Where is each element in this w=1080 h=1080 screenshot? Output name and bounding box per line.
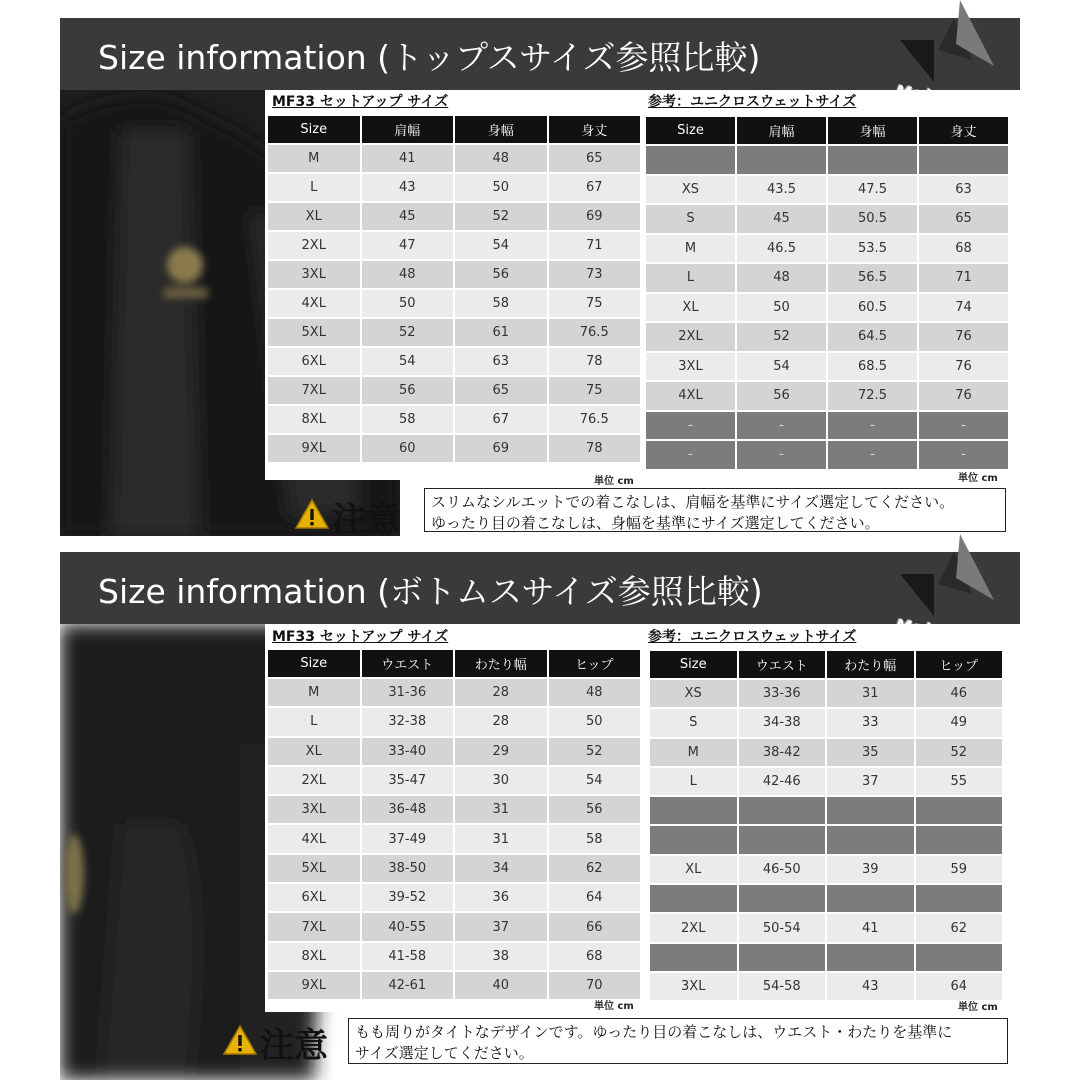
measurement-cell: 31	[455, 796, 547, 823]
size-cell: XL	[268, 738, 360, 765]
measurement-cell	[827, 797, 914, 824]
measurement-cell: 76	[919, 323, 1008, 351]
column-header: 肩幅	[362, 116, 454, 143]
size-cell	[650, 944, 737, 971]
measurement-cell: -	[737, 412, 826, 440]
measurement-cell: 56.5	[828, 264, 917, 292]
notice-heading: 注意	[260, 1026, 328, 1066]
measurement-cell: 35	[827, 739, 914, 766]
bottoms-notice-line-2: サイズ選定してください。	[355, 1044, 534, 1062]
measurement-cell	[739, 944, 826, 971]
size-cell: 7XL	[268, 913, 360, 940]
size-cell: 2XL	[268, 767, 360, 794]
table-row	[646, 294, 1008, 322]
table-row	[650, 914, 1002, 941]
measurement-cell: 50	[737, 294, 826, 322]
table-row	[268, 855, 640, 882]
measurement-cell	[737, 146, 826, 174]
column-header: 身幅	[828, 117, 917, 144]
size-cell: M	[650, 739, 737, 766]
size-cell: 9XL	[268, 435, 360, 462]
size-table-header-row	[268, 650, 640, 677]
table-row	[268, 796, 640, 823]
table-row	[650, 973, 1002, 1000]
measurement-cell: 47	[362, 232, 454, 259]
size-cell: 3XL	[650, 973, 737, 1000]
table-row	[650, 709, 1002, 736]
measurement-cell: 41	[362, 145, 454, 172]
table-row	[268, 261, 640, 288]
tops-mf33-unit: 単位 cm	[594, 476, 634, 487]
measurement-cell: 68	[549, 943, 641, 970]
measurement-cell: 42-61	[362, 972, 454, 999]
tops-title-bar	[60, 18, 1020, 90]
measurement-cell: 67	[455, 406, 547, 433]
measurement-cell: 70	[549, 972, 641, 999]
measurement-cell: 62	[549, 855, 641, 882]
measurement-cell	[916, 826, 1003, 853]
tops-notice-box	[424, 488, 1006, 532]
size-cell: 6XL	[268, 348, 360, 375]
measurement-cell: 34	[455, 855, 547, 882]
measurement-cell: 40-55	[362, 913, 454, 940]
size-cell: XS	[646, 176, 735, 204]
table-row	[650, 885, 1002, 912]
column-header: Size	[646, 117, 735, 144]
measurement-cell: 52	[549, 738, 641, 765]
table-row	[646, 235, 1008, 263]
table-row	[268, 435, 640, 462]
table-row	[646, 176, 1008, 204]
tops-notice-line-1: スリムなシルエットでの着こなしは、肩幅を基準にサイズ選定してください。	[431, 493, 955, 511]
size-cell: 8XL	[268, 943, 360, 970]
measurement-cell	[739, 797, 826, 824]
measurement-cell: 48	[549, 679, 641, 706]
bottoms-mf33-unit: 単位 cm	[594, 1001, 634, 1012]
table-row	[268, 738, 640, 765]
table-row	[268, 348, 640, 375]
measurement-cell: 43.5	[737, 176, 826, 204]
measurement-cell: 41-58	[362, 943, 454, 970]
column-header: 身丈	[549, 116, 641, 143]
table-row	[646, 205, 1008, 233]
size-cell: 4XL	[268, 290, 360, 317]
measurement-cell: 76.5	[549, 406, 641, 433]
size-cell: XS	[650, 680, 737, 707]
tops-size-panel	[60, 18, 1020, 540]
tops-uniqlo-caption: 参考：ユニクロスウェットサイズ	[648, 94, 857, 110]
measurement-cell: 65	[549, 145, 641, 172]
measurement-cell: 39	[827, 856, 914, 883]
measurement-cell: 62	[916, 914, 1003, 941]
size-cell: 4XL	[646, 382, 735, 410]
table-row	[646, 146, 1008, 174]
size-cell: 5XL	[268, 319, 360, 346]
size-cell: XL	[268, 203, 360, 230]
measurement-cell: 29	[455, 738, 547, 765]
measurement-cell: 64	[916, 973, 1003, 1000]
measurement-cell: 43	[827, 973, 914, 1000]
size-cell: 3XL	[268, 796, 360, 823]
measurement-cell: 46-50	[739, 856, 826, 883]
table-row	[646, 412, 1008, 440]
size-cell: 3XL	[646, 353, 735, 381]
size-cell: S	[650, 709, 737, 736]
size-cell: XL	[650, 856, 737, 883]
measurement-cell: 69	[549, 203, 641, 230]
measurement-cell: 50-54	[739, 914, 826, 941]
measurement-cell: 65	[919, 205, 1008, 233]
bottoms-uniqlo-unit: 単位 cm	[958, 1002, 998, 1013]
measurement-cell: -	[737, 441, 826, 469]
measurement-cell: 36	[455, 884, 547, 911]
measurement-cell: 65	[455, 377, 547, 404]
measurement-cell: 56	[455, 261, 547, 288]
table-row	[268, 203, 640, 230]
measurement-cell: 64.5	[828, 323, 917, 351]
column-header: ウエスト	[739, 651, 826, 678]
measurement-cell: 75	[549, 290, 641, 317]
measurement-cell: 56	[737, 382, 826, 410]
measurement-cell: 56	[549, 796, 641, 823]
measurement-cell: 37	[827, 768, 914, 795]
warning-icon	[294, 498, 330, 530]
table-row	[268, 972, 640, 999]
column-header: Size	[650, 651, 737, 678]
table-row	[650, 768, 1002, 795]
measurement-cell	[919, 146, 1008, 174]
measurement-cell: 50.5	[828, 205, 917, 233]
bottoms-uniqlo-size-table	[648, 649, 1004, 1002]
measurement-cell: 50	[549, 708, 641, 735]
table-row	[650, 944, 1002, 971]
size-cell: L	[268, 174, 360, 201]
measurement-cell	[827, 826, 914, 853]
table-row	[268, 319, 640, 346]
size-cell: L	[646, 264, 735, 292]
measurement-cell	[828, 146, 917, 174]
bottoms-mf33-caption: MF33 セットアップ サイズ	[272, 629, 449, 645]
measurement-cell: 37	[455, 913, 547, 940]
measurement-cell	[916, 885, 1003, 912]
table-row	[268, 232, 640, 259]
tops-notice-line-2: ゆったり目の着こなしは、身幅を基準にサイズ選定してください。	[431, 514, 880, 532]
table-row	[650, 826, 1002, 853]
table-row	[268, 174, 640, 201]
size-cell	[646, 146, 735, 174]
tops-mf33-size-table	[266, 114, 642, 464]
column-header: わたり幅	[455, 650, 547, 677]
measurement-cell: 64	[549, 884, 641, 911]
measurement-cell: -	[919, 441, 1008, 469]
table-row	[646, 382, 1008, 410]
measurement-cell: 78	[549, 435, 641, 462]
notice-heading: 注意	[332, 500, 400, 540]
size-cell: -	[646, 441, 735, 469]
column-header: わたり幅	[827, 651, 914, 678]
measurement-cell: 73	[549, 261, 641, 288]
measurement-cell: 50	[455, 174, 547, 201]
measurement-cell: 56	[362, 377, 454, 404]
measurement-cell: 76	[919, 353, 1008, 381]
size-cell: M	[268, 679, 360, 706]
size-cell: L	[268, 708, 360, 735]
bottoms-mf33-size-table	[266, 648, 642, 1001]
measurement-cell: 43	[362, 174, 454, 201]
measurement-cell: 76.5	[549, 319, 641, 346]
measurement-cell: 52	[455, 203, 547, 230]
tops-title: Size information (トップスサイズ参照比較)	[98, 38, 761, 77]
size-cell: 9XL	[268, 972, 360, 999]
measurement-cell: 55	[916, 768, 1003, 795]
measurement-cell: 31	[827, 680, 914, 707]
measurement-cell: 60	[362, 435, 454, 462]
column-header: 身丈	[919, 117, 1008, 144]
column-header: Size	[268, 116, 360, 143]
measurement-cell: 33-40	[362, 738, 454, 765]
measurement-cell	[827, 885, 914, 912]
size-cell: 2XL	[646, 323, 735, 351]
measurement-cell: 67	[549, 174, 641, 201]
measurement-cell: 46.5	[737, 235, 826, 263]
measurement-cell	[916, 944, 1003, 971]
size-cell: 2XL	[650, 914, 737, 941]
size-cell: 3XL	[268, 261, 360, 288]
measurement-cell: 54-58	[739, 973, 826, 1000]
measurement-cell: -	[828, 441, 917, 469]
measurement-cell: 45	[362, 203, 454, 230]
measurement-cell: 46	[916, 680, 1003, 707]
measurement-cell: 31	[455, 825, 547, 852]
tops-mf33-caption: MF33 セットアップ サイズ	[272, 94, 449, 110]
size-cell: S	[646, 205, 735, 233]
table-row	[268, 290, 640, 317]
size-cell: 7XL	[268, 377, 360, 404]
table-row	[268, 708, 640, 735]
table-row	[268, 825, 640, 852]
measurement-cell: 36-48	[362, 796, 454, 823]
size-cell	[650, 797, 737, 824]
table-row	[646, 441, 1008, 469]
measurement-cell: 58	[362, 406, 454, 433]
measurement-cell: 39-52	[362, 884, 454, 911]
measurement-cell: 32-38	[362, 708, 454, 735]
table-row	[650, 680, 1002, 707]
measurement-cell: 74	[919, 294, 1008, 322]
column-header: ヒップ	[916, 651, 1003, 678]
measurement-cell: 33	[827, 709, 914, 736]
measurement-cell: 71	[919, 264, 1008, 292]
measurement-cell: 37-49	[362, 825, 454, 852]
measurement-cell: 38-50	[362, 855, 454, 882]
measurement-cell: 38	[455, 943, 547, 970]
bottoms-size-panel	[60, 552, 1020, 1080]
column-header: 肩幅	[737, 117, 826, 144]
measurement-cell: 68.5	[828, 353, 917, 381]
table-row	[650, 856, 1002, 883]
measurement-cell	[739, 885, 826, 912]
size-cell: M	[646, 235, 735, 263]
table-row	[646, 264, 1008, 292]
measurement-cell: 30	[455, 767, 547, 794]
bottoms-notice-line-1: もも周りがタイトなデザインです。ゆったり目の着こなしは、ウエスト・わたりを基準に	[355, 1023, 953, 1041]
size-cell: -	[646, 412, 735, 440]
bottoms-title: Size information (ボトムスサイズ参照比較)	[98, 572, 763, 611]
measurement-cell: 48	[362, 261, 454, 288]
measurement-cell: 48	[737, 264, 826, 292]
table-row	[650, 739, 1002, 766]
measurement-cell	[916, 797, 1003, 824]
measurement-cell: 42-46	[739, 768, 826, 795]
size-cell	[650, 826, 737, 853]
measurement-cell: 59	[916, 856, 1003, 883]
measurement-cell: 38-42	[739, 739, 826, 766]
measurement-cell: 28	[455, 679, 547, 706]
measurement-cell: 66	[549, 913, 641, 940]
measurement-cell: 54	[455, 232, 547, 259]
measurement-cell: 49	[916, 709, 1003, 736]
measurement-cell: 34-38	[739, 709, 826, 736]
measurement-cell: 35-47	[362, 767, 454, 794]
measurement-cell: 50	[362, 290, 454, 317]
measurement-cell: 54	[737, 353, 826, 381]
bottoms-notice-box	[348, 1018, 1008, 1064]
tops-uniqlo-unit: 単位 cm	[958, 473, 998, 484]
table-row	[268, 913, 640, 940]
size-cell: M	[268, 145, 360, 172]
measurement-cell: 68	[919, 235, 1008, 263]
measurement-cell: 58	[549, 825, 641, 852]
size-cell: 5XL	[268, 855, 360, 882]
measurement-cell: 78	[549, 348, 641, 375]
table-row	[268, 377, 640, 404]
column-header: Size	[268, 650, 360, 677]
size-cell: 6XL	[268, 884, 360, 911]
size-cell	[650, 885, 737, 912]
size-table-header-row	[268, 116, 640, 143]
measurement-cell: 63	[919, 176, 1008, 204]
measurement-cell: 33-36	[739, 680, 826, 707]
measurement-cell: 40	[455, 972, 547, 999]
table-row	[268, 406, 640, 433]
table-row	[268, 884, 640, 911]
measurement-cell: 52	[737, 323, 826, 351]
size-table-header-row	[646, 117, 1008, 144]
size-cell: 8XL	[268, 406, 360, 433]
measurement-cell: 63	[455, 348, 547, 375]
measurement-cell: 58	[455, 290, 547, 317]
size-cell: 4XL	[268, 825, 360, 852]
bottoms-title-bar	[60, 552, 1020, 624]
measurement-cell: 76	[919, 382, 1008, 410]
tops-uniqlo-size-table	[644, 115, 1010, 471]
table-row	[268, 943, 640, 970]
column-header: ヒップ	[549, 650, 641, 677]
table-row	[268, 145, 640, 172]
table-row	[268, 767, 640, 794]
column-header: ウエスト	[362, 650, 454, 677]
column-header: 身幅	[455, 116, 547, 143]
measurement-cell: 28	[455, 708, 547, 735]
measurement-cell	[739, 826, 826, 853]
measurement-cell: 72.5	[828, 382, 917, 410]
measurement-cell: 41	[827, 914, 914, 941]
bottoms-uniqlo-caption: 参考：ユニクロスウェットサイズ	[648, 629, 857, 645]
measurement-cell: 60.5	[828, 294, 917, 322]
measurement-cell: 47.5	[828, 176, 917, 204]
table-row	[268, 679, 640, 706]
measurement-cell: 45	[737, 205, 826, 233]
size-table-header-row	[650, 651, 1002, 678]
measurement-cell: 53.5	[828, 235, 917, 263]
measurement-cell: 52	[916, 739, 1003, 766]
table-row	[646, 323, 1008, 351]
table-row	[650, 797, 1002, 824]
warning-icon	[222, 1024, 258, 1056]
measurement-cell: 71	[549, 232, 641, 259]
measurement-cell: 69	[455, 435, 547, 462]
size-cell: XL	[646, 294, 735, 322]
measurement-cell: 61	[455, 319, 547, 346]
measurement-cell: 54	[549, 767, 641, 794]
measurement-cell: 52	[362, 319, 454, 346]
measurement-cell: 54	[362, 348, 454, 375]
table-row	[646, 353, 1008, 381]
size-cell: L	[650, 768, 737, 795]
size-cell: 2XL	[268, 232, 360, 259]
measurement-cell: -	[919, 412, 1008, 440]
measurement-cell: 75	[549, 377, 641, 404]
measurement-cell: 31-36	[362, 679, 454, 706]
measurement-cell: -	[828, 412, 917, 440]
measurement-cell: 48	[455, 145, 547, 172]
measurement-cell	[827, 944, 914, 971]
